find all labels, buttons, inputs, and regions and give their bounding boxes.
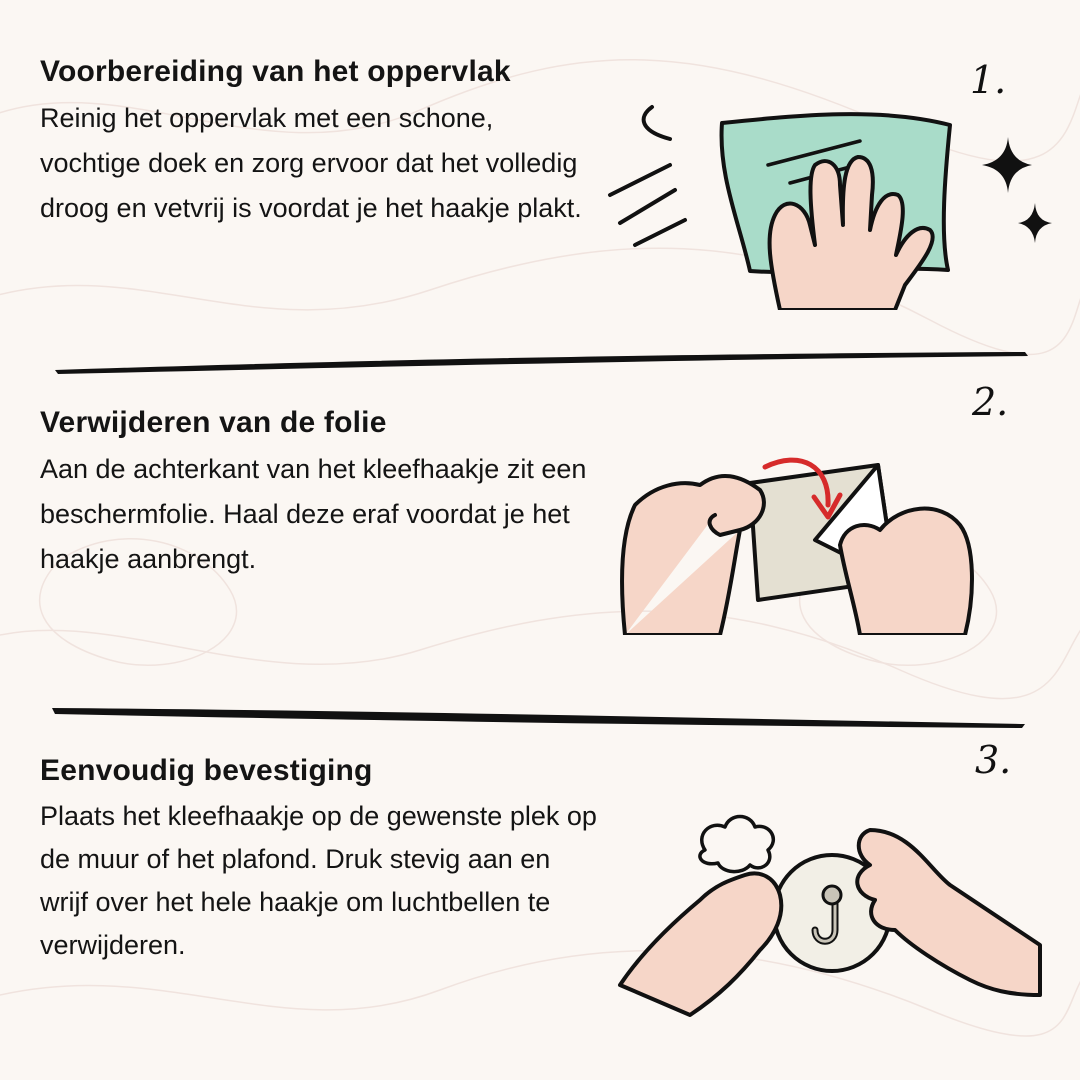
step-2 xyxy=(40,405,600,582)
step-1 xyxy=(40,54,600,231)
step-1-title: Voorbereiding van het oppervlak xyxy=(40,55,511,88)
divider-brush-stroke xyxy=(0,342,1080,382)
step-1-number: 1. xyxy=(970,58,1007,102)
step-2-title: Verwijderen van de folie xyxy=(40,406,387,439)
step-1-body: Reinig het oppervlak met een schone, vochtige doek en zorg ervoor dat het volledig droog en vetvrij is voordat je het haakje plakt. xyxy=(40,103,582,223)
step-3-body: Plaats het kleefhaakje op de gewenste plek op de muur of het plafond. Druk stevig aan en wrijf over het hele haakje om luchtbellen te verwijderen. xyxy=(40,801,597,960)
step-3-number: 3. xyxy=(975,738,1012,782)
step-2-number: 2. xyxy=(972,380,1009,424)
hands-pressing-hook-icon xyxy=(610,805,1050,1020)
hands-peeling-film-icon xyxy=(610,445,990,635)
hand-wiping-cloth-icon xyxy=(600,95,1070,310)
step-3 xyxy=(40,753,600,967)
divider-brush-stroke xyxy=(0,700,1080,740)
step-3-title: Eenvoudig bevestiging xyxy=(40,754,373,787)
step-2-body: Aan de achterkant van het kleefhaakje zit een beschermfolie. Haal deze eraf voordat je het haakje aanbrengt. xyxy=(40,454,587,574)
